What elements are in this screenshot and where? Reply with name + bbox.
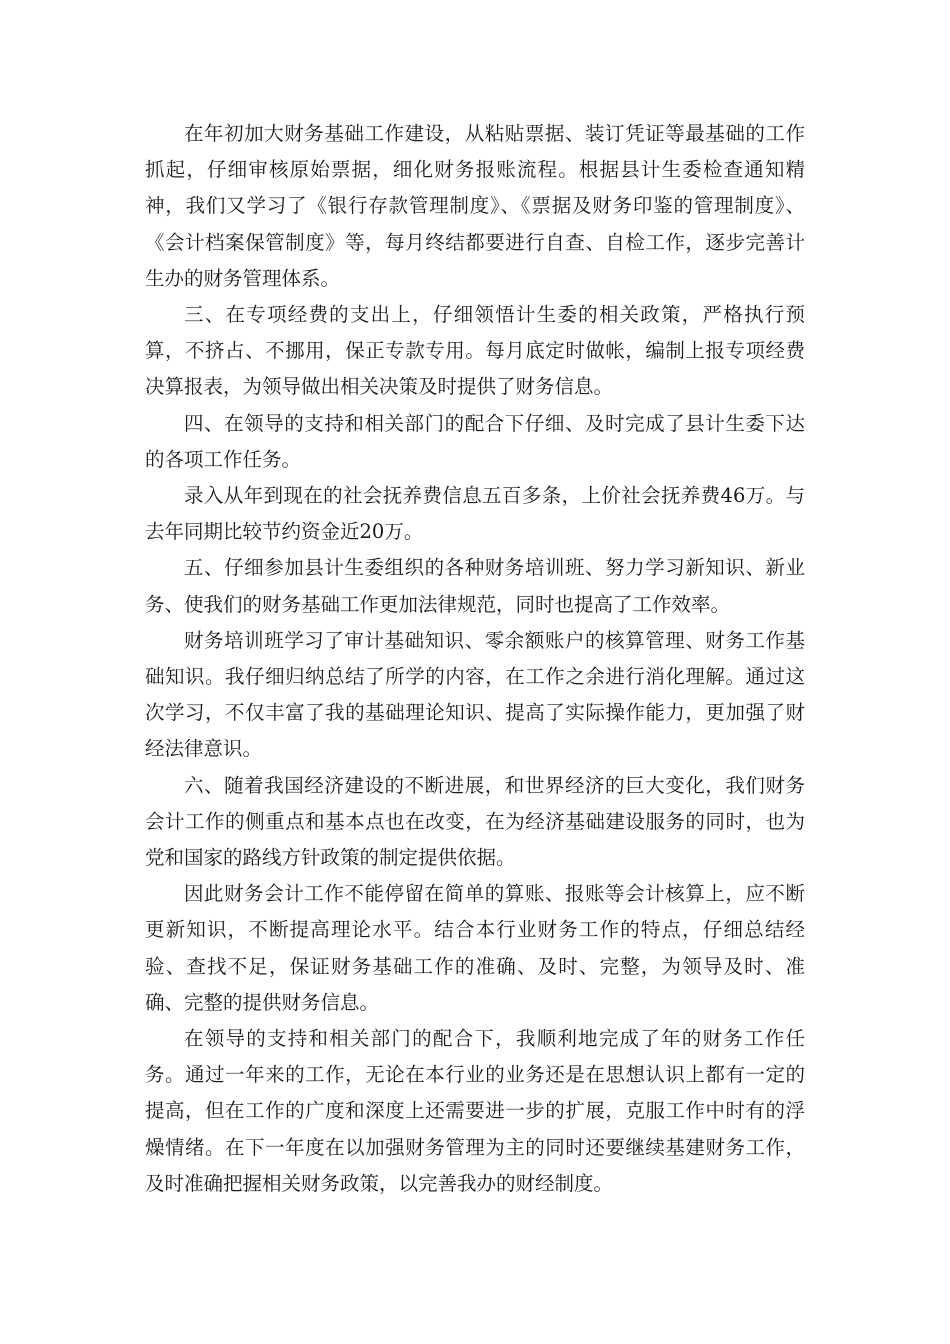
paragraph-6: 财务培训班学习了审计基础知识、零余额账户的核算管理、财务工作基础知识。我仔细归纳总结了所学的内容，在工作之余进行消化理解。通过这次学习，不仅丰富了我的基础理论知识、提高了实际操作能力，更加强了财经法律意识。: [145, 628, 805, 761]
paragraph-8: 因此财务会计工作不能停留在简单的算账、报账等会计核算上，应不断更新知识，不断提高理论水平。结合本行业财务工作的特点，仔细总结经验、查找不足，保证财务基础工作的准确、及时、完整，为领导及时、准确、完整的提供财务信息。: [145, 882, 805, 1014]
paragraph-1: 在年初加大财务基础工作建设，从粘贴票据、装订凭证等最基础的工作抓起，仔细审核原始票据，细化财务报账流程。根据县计生委检查通知精神，我们又学习了《银行存款管理制度》、《票据及财务印鉴的管理制度》、《会计档案保管制度》等，每月终结都要进行自查、自检工作，逐步完善计生办的财务管理体系。: [145, 122, 805, 290]
paragraph-7: 六、随着我国经济建设的不断进展，和世界经济的巨大变化，我们财务会计工作的侧重点和基本点也在改变，在为经济基础建设服务的同时，也为党和国家的路线方针政策的制定提供依据。: [145, 773, 805, 870]
paragraph-4: 录入从年到现在的社会抚养费信息五百多条，上价社会抚养费46万。与去年同期比较节约资金近20万。: [145, 484, 805, 544]
document-body: [145, 116, 805, 1202]
paragraph-9: 在领导的支持和相关部门的配合下，我顺利地完成了年的财务工作任务。通过一年来的工作，无论在本行业的业务还是在思想认识上都有一定的提高，但在工作的广度和深度上还需要进一步的扩展，克服工作中时有的浮燥情绪。在下一年度在以加强财务管理为主的同时还要继续基建财务工作，及时准确把握相关财务政策，以完善我办的财经制度。: [145, 1027, 805, 1195]
paragraph-5: 五、仔细参加县计生委组织的各种财务培训班、努力学习新知识、新业务、使我们的财务基础工作更加法律规范，同时也提高了工作效率。: [145, 556, 805, 616]
paragraph-2: 三、在专项经费的支出上，仔细领悟计生委的相关政策，严格执行预算，不挤占、不挪用，保正专款专用。每月底定时做帐，编制上报专项经费决算报表，为领导做出相关决策及时提供了财务信息。: [145, 303, 805, 399]
paragraph-3: 四、在领导的支持和相关部门的配合下仔细、及时完成了县计生委下达的各项工作任务。: [145, 411, 805, 471]
